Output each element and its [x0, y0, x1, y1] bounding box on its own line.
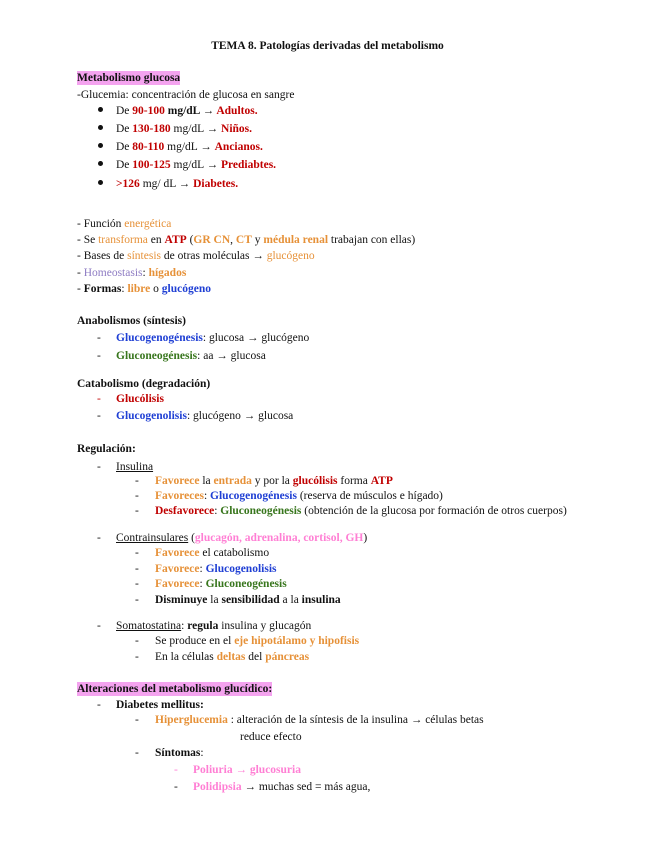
- highlight-term: glucógeno: [266, 250, 315, 262]
- range-value: 80-110: [132, 141, 165, 153]
- text: Se produce en el: [155, 635, 235, 647]
- text: insulina y glucagón: [218, 620, 312, 632]
- term: Gluconeogénesis: [205, 578, 287, 590]
- highlight-term: hígados: [148, 267, 187, 279]
- hyperglycemia-line: [155, 713, 484, 727]
- dash-icon: -: [135, 563, 139, 575]
- term: Glucólisis: [116, 393, 164, 405]
- term: Favorece: [155, 475, 200, 487]
- text: - Función: [77, 218, 125, 230]
- term: Favorece: [155, 578, 200, 590]
- list-item: [116, 331, 309, 345]
- range-unit: mg/dL →: [170, 123, 222, 135]
- range-value: 130-180: [132, 123, 171, 135]
- list-item: [116, 409, 293, 423]
- text: (: [188, 532, 195, 544]
- dash-icon: -: [97, 699, 101, 711]
- text: :: [142, 267, 149, 279]
- text: :: [181, 620, 188, 632]
- text: :: [203, 490, 211, 502]
- text: el catabolismo: [199, 547, 270, 559]
- range-prefix: De: [116, 105, 133, 117]
- function-transform: [77, 233, 415, 247]
- term: sensibilidad: [221, 594, 280, 606]
- bullet-icon: [98, 180, 103, 185]
- hyperglycemia-continuation: reduce efecto: [240, 731, 302, 743]
- somatostatina-line: [116, 619, 311, 633]
- range-label: Adultos.: [216, 105, 258, 117]
- term: ATP: [370, 475, 393, 487]
- text: o: [150, 283, 162, 295]
- text: -: [77, 283, 84, 295]
- dash-icon: -: [174, 764, 178, 776]
- range-prefix: De: [116, 141, 133, 153]
- dash-icon: -: [97, 532, 101, 544]
- contra-effect: [155, 546, 269, 560]
- contrainsulares-label: Contrainsulares: [116, 532, 189, 544]
- text: : alteración de la síntesis de la insulina → células betas: [227, 714, 484, 726]
- text: :: [121, 283, 128, 295]
- diabetes-mellitus-label: Diabetes mellitus:: [116, 699, 204, 711]
- term: glucagón, adrenalina, cortisol, GH: [194, 532, 364, 544]
- text: :: [199, 563, 206, 575]
- list-item: [116, 392, 164, 406]
- section-heading-alterations: Alteraciones del metabolismo glucídico:: [77, 683, 273, 695]
- dash-icon: -: [97, 332, 101, 344]
- text: - Bases de: [77, 250, 128, 262]
- term: deltas: [216, 651, 246, 663]
- text: : aa → glucosa: [197, 350, 266, 362]
- term: Glucogenolisis: [205, 563, 277, 575]
- insulina-effect: [155, 504, 567, 518]
- dash-icon: -: [135, 490, 139, 502]
- text: ): [363, 532, 368, 544]
- text: trabajan con ellas): [328, 234, 416, 246]
- text: la: [199, 475, 214, 487]
- page-title: TEMA 8. Patologías derivadas del metabolismo: [211, 40, 444, 52]
- symptom-item: [193, 780, 370, 794]
- highlight-term: Formas: [83, 283, 122, 295]
- highlight-term: transforma: [98, 234, 148, 246]
- dash-icon: -: [135, 547, 139, 559]
- dash-icon: -: [135, 594, 139, 606]
- section-heading-regulation: Regulación:: [77, 443, 136, 455]
- term: Glucogenogénesis: [116, 332, 203, 344]
- range-item: [116, 177, 238, 191]
- function-homeostasis: [77, 266, 186, 280]
- somatostatina-label: Somatostatina: [116, 620, 182, 632]
- range-item: [116, 140, 263, 154]
- section-heading-anabolism: Anabolismos (síntesis): [77, 315, 186, 327]
- highlight-term: síntesis: [127, 250, 162, 262]
- highlight-term: energética: [124, 218, 172, 230]
- term: glucólisis: [292, 475, 338, 487]
- section-heading-catabolism: Catabolismo (degradación): [77, 378, 211, 390]
- text: a la: [279, 594, 302, 606]
- text: :: [199, 578, 206, 590]
- text: : glucógeno → glucosa: [186, 410, 294, 422]
- dash-icon: -: [97, 620, 101, 632]
- range-unit: mg/dL →: [164, 141, 215, 153]
- term: Favorece: [155, 547, 200, 559]
- section-heading-glucose: Metabolismo glucosa: [77, 72, 181, 84]
- dash-icon: -: [97, 393, 101, 405]
- symptom-item: Poliuria → glucosuria: [193, 764, 301, 776]
- text: → muchas sed = más agua,: [241, 781, 371, 793]
- term: Gluconeogénesis: [220, 505, 302, 517]
- highlight-term: CT: [235, 234, 252, 246]
- highlight-term: glucógeno: [161, 283, 211, 295]
- text: (: [186, 234, 194, 246]
- term: Favoreces: [155, 490, 204, 502]
- range-label: Prediabtes.: [221, 159, 277, 171]
- contra-effect: [155, 562, 277, 576]
- range-label: Niños.: [221, 123, 253, 135]
- text: (obtención de la glucosa por formación de otros cuerpos): [301, 505, 567, 517]
- function-synthesis: [77, 249, 315, 263]
- text: del: [245, 651, 266, 663]
- highlight-term: libre: [127, 283, 151, 295]
- text: ,: [230, 234, 236, 246]
- highlight-term: ATP: [164, 234, 187, 246]
- function-forms: [77, 282, 211, 296]
- term: páncreas: [265, 651, 310, 663]
- range-value: 90-100: [132, 105, 165, 117]
- term: Desfavorece: [155, 505, 215, 517]
- dash-icon: -: [174, 781, 178, 793]
- range-prefix: De: [116, 123, 133, 135]
- term: Disminuye: [155, 594, 208, 606]
- function-energy: [77, 217, 171, 231]
- dash-icon: -: [135, 714, 139, 726]
- text: y: [251, 234, 264, 246]
- bullet-icon: [98, 143, 103, 148]
- range-prefix: De: [116, 159, 133, 171]
- highlight-term: GR CN: [193, 234, 231, 246]
- glucemia-definition: -Glucemia: concentración de glucosa en sangre: [77, 89, 295, 101]
- dash-icon: -: [135, 651, 139, 663]
- insulina-effect: [155, 489, 443, 503]
- soma-effect: [155, 634, 359, 648]
- range-value: 100-125: [132, 159, 171, 171]
- range-label: Ancianos.: [214, 141, 263, 153]
- text: en: [147, 234, 165, 246]
- text: de otras moléculas →: [161, 250, 267, 262]
- text: -: [77, 267, 84, 279]
- bullet-icon: [98, 125, 103, 130]
- text: :: [200, 747, 204, 759]
- contra-effect: [155, 577, 287, 591]
- term: Hiperglucemia: [155, 714, 228, 726]
- text: :: [214, 505, 221, 517]
- range-value: >126: [116, 178, 140, 190]
- range-unit: mg/dL →: [164, 105, 217, 117]
- symptoms-label: [155, 746, 204, 760]
- term: insulina: [301, 594, 341, 606]
- insulina-effect: [155, 474, 393, 488]
- dash-icon: -: [97, 410, 101, 422]
- contrainsulares-line: [116, 531, 367, 545]
- highlight-term: Homeostasis: [83, 267, 143, 279]
- term: Glucogenolisis: [116, 410, 187, 422]
- bullet-icon: [98, 107, 103, 112]
- range-unit: mg/ dL →: [139, 178, 194, 190]
- term: Polidipsia: [193, 781, 242, 793]
- dash-icon: -: [135, 635, 139, 647]
- text: y por la: [251, 475, 293, 487]
- soma-effect: [155, 650, 309, 664]
- range-label: Diabetes.: [193, 178, 239, 190]
- highlight-term: médula renal: [263, 234, 329, 246]
- term: eje hipotálamo y hipofisis: [234, 635, 360, 647]
- term: entrada: [213, 475, 252, 487]
- dash-icon: -: [135, 505, 139, 517]
- bullet-icon: [98, 161, 103, 166]
- range-item: [116, 158, 276, 172]
- text: - Se: [77, 234, 99, 246]
- range-item: [116, 104, 258, 118]
- text: la: [207, 594, 222, 606]
- range-item: [116, 122, 252, 136]
- term: Gluconeogénesis: [116, 350, 198, 362]
- dash-icon: -: [135, 475, 139, 487]
- text: En la células: [155, 651, 217, 663]
- term: Glucogenogénesis: [210, 490, 297, 502]
- text: forma: [337, 475, 371, 487]
- contra-effect: [155, 593, 341, 607]
- text: (reserva de músculos e hígado): [296, 490, 443, 502]
- dash-icon: -: [135, 747, 139, 759]
- dash-icon: -: [97, 461, 101, 473]
- insulina-label: Insulina: [116, 461, 154, 473]
- term: regula: [187, 620, 219, 632]
- dash-icon: -: [97, 350, 101, 362]
- text: : glucosa → glucógeno: [202, 332, 310, 344]
- list-item: [116, 349, 266, 363]
- term: Favorece: [155, 563, 200, 575]
- term: Síntomas: [155, 747, 201, 759]
- dash-icon: -: [135, 578, 139, 590]
- range-unit: mg/dL →: [170, 159, 222, 171]
